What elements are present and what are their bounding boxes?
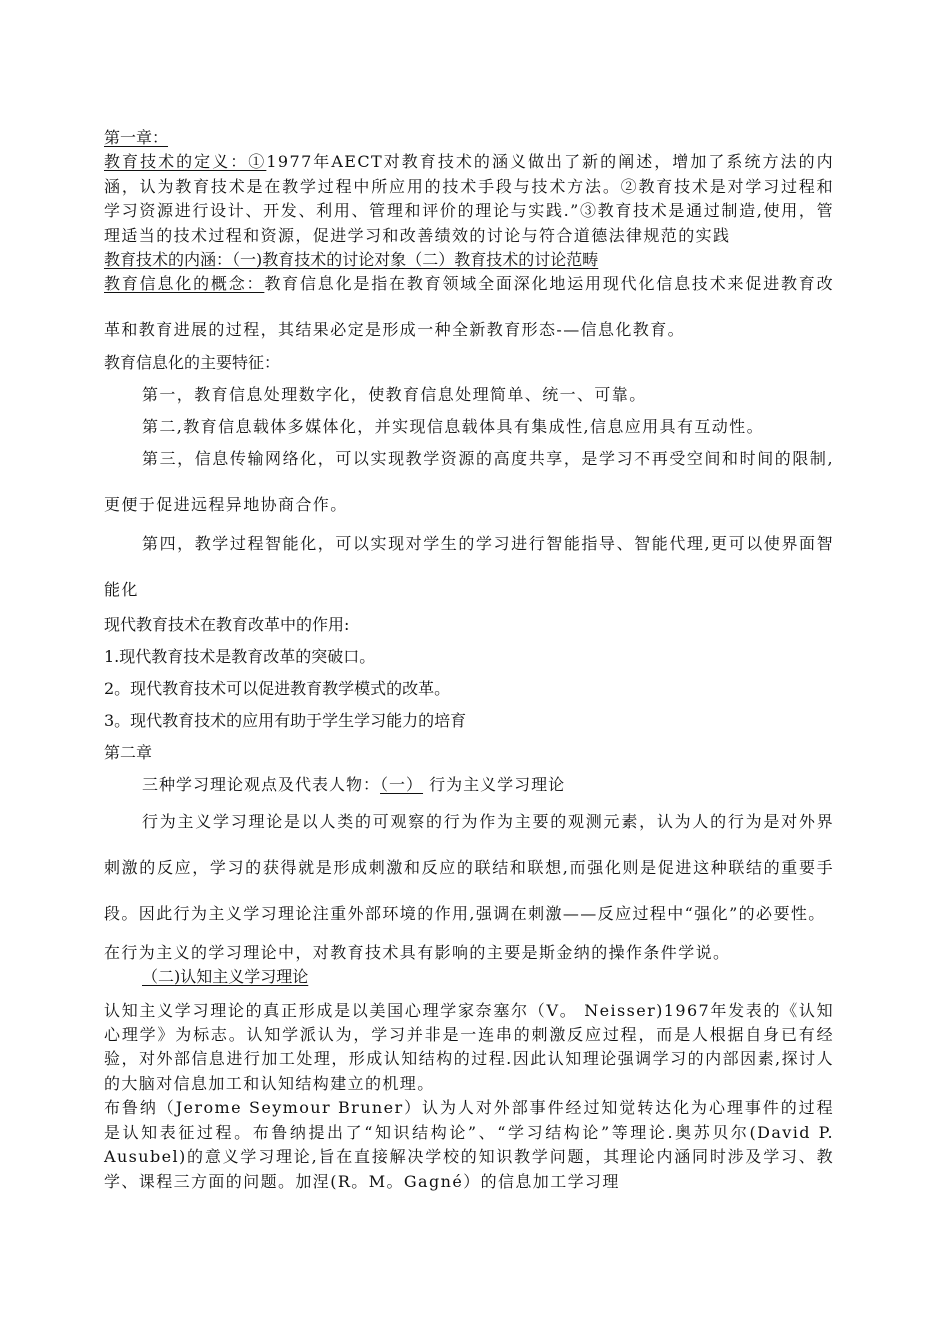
edu-tech-connotation: 教育技术的内涵：（一)教育技术的讨论对象（二）教育技术的讨论范畴 (104, 250, 599, 270)
edu-informatization-concept (104, 261, 834, 353)
role-heading: 现代教育技术在教育改革中的作用: (104, 614, 350, 634)
cognitivism-heading-text: （二)认知主义学习理论 (142, 967, 309, 987)
cognitivism-paragraph: 认知主义学习理论的真正形成是以美国心理学家奈塞尔（V。 Neisser)1967年发表的《认知心理学》为标志。认知学派认为，学习并非是一连串的刺激反应过程，而是人根据自身已有经验，对外部信息进行加工处理，形成认知结构的过程.因此认知理论强调学习的内部因素,探讨人的大脑对信息加工和认知结构建立的机理。 (104, 1000, 834, 1093)
cognitivism-heading (104, 965, 834, 989)
feature-2: 第二,教育信息载体多媒体化，并实现信息载体具有集成性,信息应用具有互动性。 (142, 416, 764, 436)
features-heading: 教育信息化的主要特征： (104, 353, 281, 373)
chapter1-heading: 第一章： (104, 128, 169, 147)
definition-label: 教育技术的定义：① (104, 152, 267, 172)
document-body (104, 126, 834, 1194)
behaviorism-paragraph: 行为主义学习理论是以人类的可观察的行为作为主要的观测元素，认为人的行为是对外界刺激的反应，学习的获得就是形成刺激和反应的联结和联想,而强化则是促进这种联结的重要手段。因此行为主义学习理论注重外部环境的作用,强调在刺激——反应过程中“强化”的必要性。 (104, 811, 834, 923)
behaviorism-title: 行为主义学习理论 (423, 774, 566, 794)
skinner-sentence: 在行为主义的学习理论中，对教育技术具有影响的主要是斯金纳的操作条件学说。 (104, 942, 731, 962)
three-theories-marker: （一） (380, 774, 424, 794)
feature-1: 第一，教育信息处理数字化，使教育信息处理简单、统一、可靠。 (142, 384, 647, 404)
definition-text: 1977年AECT对教育技术的涵义做出了新的阐述，增加了系统方法的内涵，认为教育技术是在教学过程中所应用的技术手段与技术方法。②教育技术是对学习过程和学习资源进行设计、开发、利用、管理和评价的理论与实践.”③教育技术是通过制造,使用，管理适当的技术过程和资源，促进学习和改善绩效的讨论与符合道德法律规范的实践 (104, 152, 835, 245)
feature-3: 第三，信息传输网络化，可以实现教学资源的高度共享，是学习不再受空间和时间的限制,更便于促进远程异地协商合作。 (104, 448, 834, 514)
three-theories-prefix: 三种学习理论观点及代表人物： (142, 774, 381, 794)
bruner-paragraph: 布鲁纳（Jerome Seymour Bruner）认为人对外部事件经过知觉转达化为心理事件的过程是认知表征过程。布鲁纳提出了“知识结构论”、“学习结构论”等理论.奥苏贝尔(David P. Ausubel)的意义学习理论,旨在直接解决学校的知识教学问题，其理论内涵同时涉及学习、教学、课程三方面的问题。加涅(R。M。Gagné）的信息加工学习理 (104, 1098, 834, 1191)
chapter2-heading: 第二章 (104, 742, 153, 762)
informatization-label: 教育信息化的概念： (104, 274, 265, 294)
informatization-text: 教育信息化是指在教育领域全面深化地运用现代化信息技术来促进教育改革和教育进展的过程，其结果必定是形成一种全新教育形态-—信息化教育。 (104, 274, 834, 340)
role-item-3: 3。现代教育技术的应用有助于学生学习能力的培育 (104, 710, 467, 730)
three-theories-line (104, 769, 834, 801)
role-item-1: 1.现代教育技术是教育改革的突破口。 (104, 646, 376, 666)
feature-4: 第四，教学过程智能化，可以实现对学生的学习进行智能指导、智能代理,更可以使界面智能化 (104, 533, 834, 599)
role-item-2: 2。现代教育技术可以促进教育教学模式的改革。 (104, 678, 451, 698)
edu-tech-definition (104, 150, 834, 248)
